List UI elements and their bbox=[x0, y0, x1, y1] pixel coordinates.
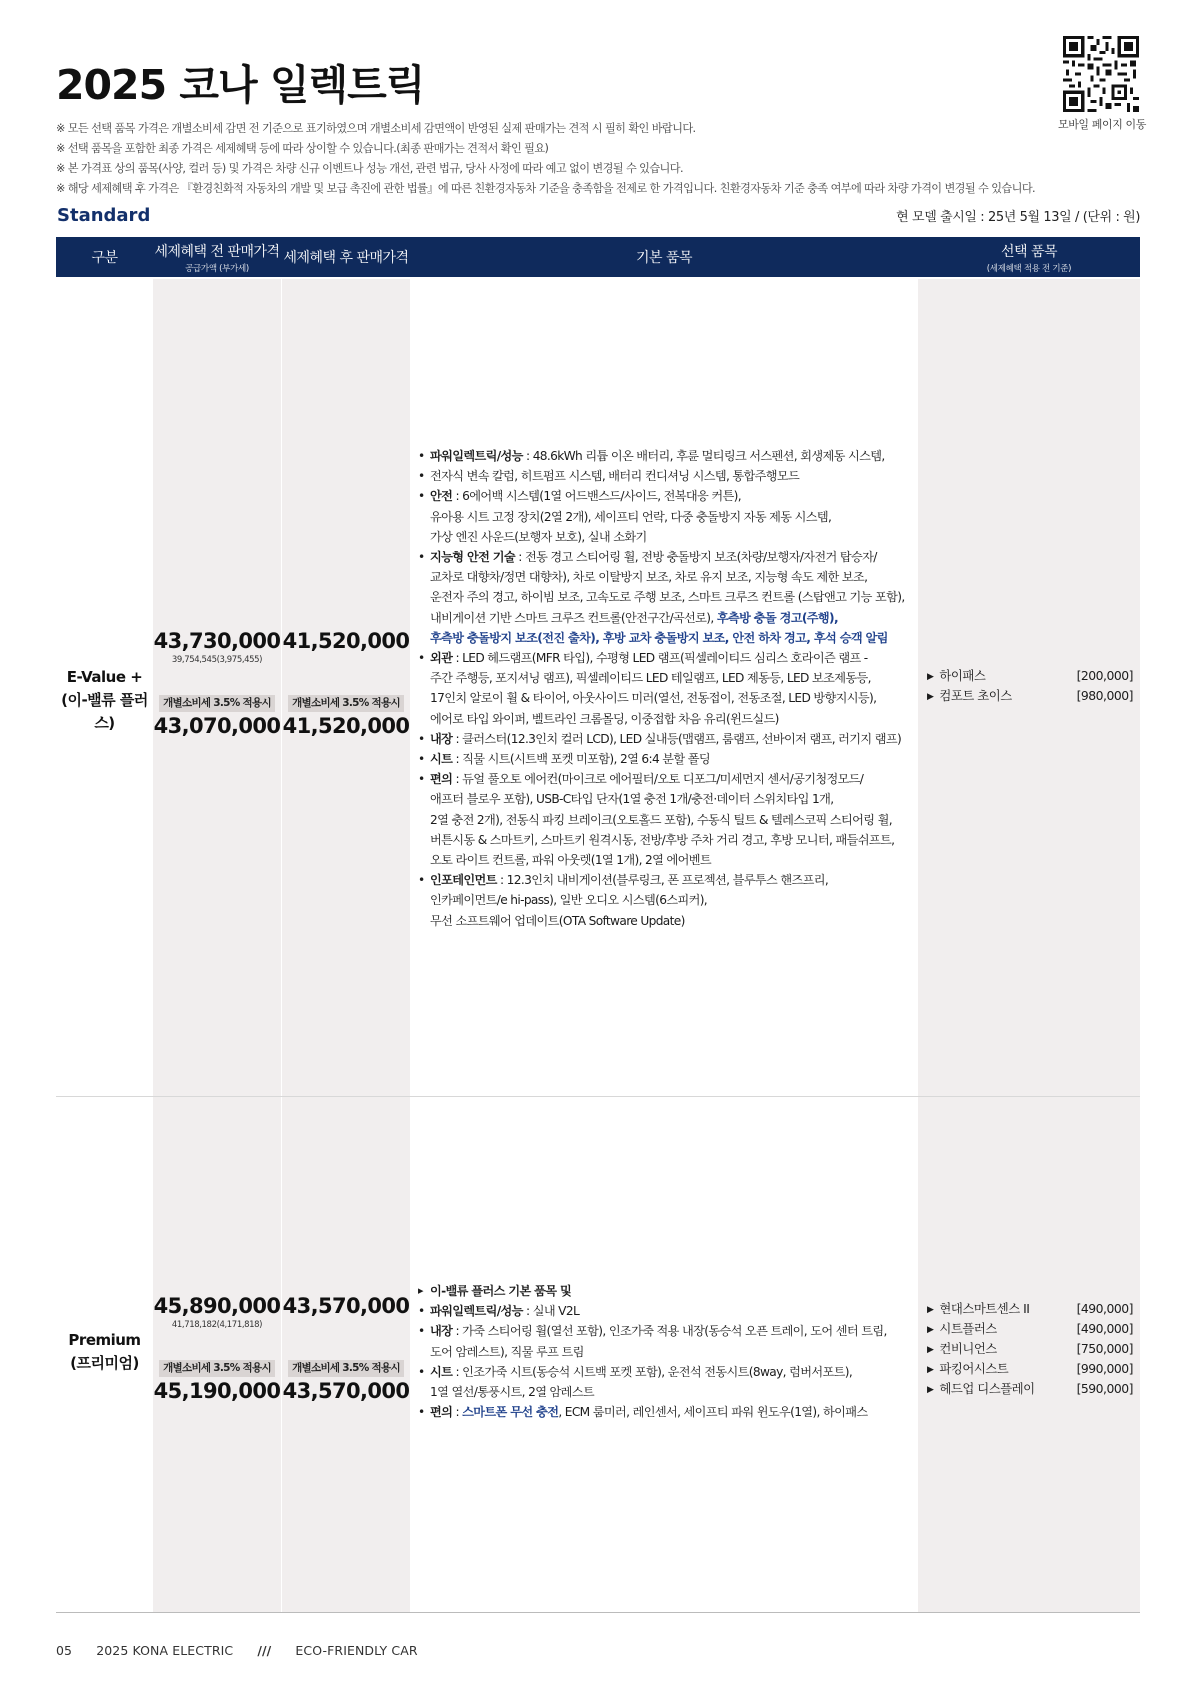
header-options-label: 선택 품목 bbox=[1000, 243, 1058, 260]
price-before-premium bbox=[153, 1294, 281, 1330]
options-evalue bbox=[927, 666, 1133, 706]
header-price-before bbox=[153, 237, 281, 277]
feature-label: 시트 bbox=[430, 752, 453, 767]
trim-name-evalue bbox=[56, 666, 153, 735]
feature-text: 2열 충전 2개), 전동식 파킹 브레이크(오토홀드 포함), 수동식 틸트 & 텔레스코픽 스티어링 휠, bbox=[430, 812, 892, 827]
feature-label: 인포테인먼트 bbox=[430, 873, 497, 888]
feature-text: : 듀얼 풀오토 에어컨(마이크로 에어필터/오토 디포그/미세먼지 센서/공기청정모드/ bbox=[452, 772, 864, 787]
feature-item-cont bbox=[418, 688, 918, 708]
supply-price: 39,754,545(3,975,455) bbox=[171, 655, 263, 665]
header-trim bbox=[56, 237, 153, 277]
feature-item-cont bbox=[418, 567, 918, 587]
feature-item-cont bbox=[418, 1382, 918, 1402]
price-value: 43,070,000 bbox=[153, 714, 281, 738]
option-name: 컨비니언스 bbox=[939, 1341, 997, 1356]
price-before-35-premium bbox=[153, 1379, 281, 1403]
option-name: 헤드업 디스플레이 bbox=[939, 1381, 1035, 1396]
feature-text: : bbox=[452, 1405, 463, 1420]
notice-list bbox=[56, 119, 1096, 199]
features-evalue bbox=[418, 446, 918, 931]
option-item[interactable] bbox=[927, 1359, 1133, 1379]
feature-text: 버튼시동 & 스마트키, 스마트키 원격시동, 전방/후방 주차 거리 경고, 후방 모니터, 패들쉬프트, bbox=[430, 832, 895, 847]
footer-divider: /// bbox=[257, 1643, 272, 1658]
feature-label: 이-밸류 플러스 기본 품목 및 bbox=[430, 1284, 572, 1298]
notice-item: ※ 모든 선택 품목 가격은 개별소비세 감면 전 기준으로 표기하였으며 개별소비세 감면액이 반영된 실제 판매가는 견적 시 필히 확인 바랍니다. bbox=[56, 122, 696, 135]
feature-text: : 가죽 스티어링 휠(열선 포함), 인조가죽 적용 내장(동승석 오픈 트레이, 도어 센터 트림, bbox=[452, 1324, 887, 1339]
feature-text: 오토 라이트 컨트롤, 파워 아웃렛(1열 1개), 2열 에어벤트 bbox=[430, 853, 712, 868]
footer-category: ECO-FRIENDLY CAR bbox=[295, 1643, 418, 1658]
feature-item-cont bbox=[418, 789, 918, 809]
feature-item bbox=[418, 446, 918, 466]
feature-item bbox=[418, 749, 918, 769]
section-title: Standard bbox=[57, 205, 151, 226]
feature-label: 시트 bbox=[430, 1364, 453, 1379]
header-options-sub: (세제혜택 적용 전 기준) bbox=[986, 263, 1072, 274]
feature-highlight: 후측방 충돌 경고(주행), bbox=[716, 610, 838, 625]
feature-text: : LED 헤드램프(MFR 타입), 수평형 LED 램프(픽셀레이티드 심리스 호라이즌 램프 - bbox=[452, 651, 868, 666]
feature-item bbox=[418, 1402, 918, 1422]
price-after-35-evalue bbox=[282, 714, 410, 738]
feature-text: 17인치 알로이 휠 & 타이어, 아웃사이드 미러(열선, 전동접이, 전동조절, LED 방향지시등), bbox=[430, 691, 877, 706]
price-before-35-evalue bbox=[153, 714, 281, 738]
qr-label: 모바일 페이지 이동 bbox=[1057, 118, 1146, 131]
option-price: [490,000] bbox=[1076, 1301, 1133, 1316]
feature-highlight: 후측방 충돌방지 보조(전진 출차), 후방 교차 충돌방지 보조, 안전 하차 경고, 후석 승객 알림 bbox=[430, 630, 888, 645]
price-value: 45,190,000 bbox=[153, 1379, 281, 1403]
feature-item-cont bbox=[418, 507, 918, 527]
feature-text: 내비게이션 기반 스마트 크루즈 컨트롤(안전구간/곡선로), bbox=[430, 610, 717, 625]
feature-text: : 48.6kWh 리튬 이온 배터리, 후륜 멀티링크 서스펜션, 회생제동 시스템, bbox=[522, 449, 885, 463]
feature-text: : 직물 시트(시트백 포켓 미포함), 2열 6:4 분할 폴딩 bbox=[452, 752, 711, 767]
feature-label: 안전 bbox=[430, 489, 453, 504]
feature-item bbox=[418, 769, 918, 789]
feature-item bbox=[418, 486, 918, 506]
option-price: [990,000] bbox=[1076, 1361, 1133, 1376]
feature-text: 교차로 대향차/정면 대향차), 차로 이탈방지 보조, 차로 유지 보조, 지능형 속도 제한 보조, bbox=[430, 570, 868, 585]
option-item[interactable] bbox=[927, 686, 1133, 706]
option-name: 파킹어시스트 bbox=[939, 1361, 1009, 1376]
feature-text: 무선 소프트웨어 업데이트(OTA Software Update) bbox=[430, 913, 685, 928]
feature-item-cont bbox=[418, 850, 918, 870]
option-price: [750,000] bbox=[1076, 1341, 1133, 1356]
option-price: [590,000] bbox=[1076, 1381, 1133, 1396]
header-trim-label: 구분 bbox=[91, 250, 118, 266]
feature-text: 가상 엔진 사운드(보행자 보호), 실내 소화기 bbox=[430, 529, 647, 544]
option-item[interactable] bbox=[927, 1299, 1133, 1319]
feature-item-cont bbox=[418, 527, 918, 547]
feature-text: 운전자 주의 경고, 하이빔 보조, 고속도로 주행 보조, 스마트 크루즈 컨트롤 (스탑앤고 기능 포함), bbox=[430, 590, 905, 605]
price-after-column bbox=[282, 279, 410, 1612]
triangle-icon: ▶ bbox=[927, 692, 934, 702]
option-price: [200,000] bbox=[1076, 668, 1133, 683]
table-header bbox=[56, 237, 1140, 277]
option-name: 현대스마트센스 II bbox=[939, 1301, 1030, 1316]
feature-label: 파워일렉트릭/성능 bbox=[430, 1304, 523, 1319]
options-premium bbox=[927, 1299, 1133, 1399]
price-after-evalue bbox=[282, 629, 410, 653]
tax-badge: 개별소비세 3.5% 적용시 bbox=[159, 1360, 275, 1377]
tax-badge: 개별소비세 3.5% 적용시 bbox=[288, 1360, 404, 1377]
feature-text: , ECM 룸미러, 레인센서, 세이프티 파워 윈도우(1열), 하이패스 bbox=[558, 1405, 868, 1420]
tax-badge: 개별소비세 3.5% 적용시 bbox=[288, 695, 404, 712]
header-price-before-label: 세제혜택 전 판매가격 bbox=[154, 243, 280, 260]
triangle-icon: ▶ bbox=[927, 1345, 934, 1355]
feature-label: 외관 bbox=[430, 651, 453, 666]
footer-model: 2025 KONA ELECTRIC bbox=[96, 1643, 234, 1658]
feature-item bbox=[418, 547, 918, 567]
triangle-icon: ▶ bbox=[927, 1385, 934, 1395]
feature-item bbox=[418, 648, 918, 668]
header-price-before-sub: 공급가액 (부가세) bbox=[185, 263, 249, 274]
feature-text: 1열 열선/통풍시트, 2열 암레스트 bbox=[430, 1385, 595, 1400]
price-value: 43,730,000 bbox=[153, 629, 281, 653]
triangle-icon: ▶ bbox=[927, 672, 934, 682]
tax-badge: 개별소비세 3.5% 적용시 bbox=[159, 695, 275, 712]
page-number: 05 bbox=[56, 1643, 73, 1658]
trim-name-line: E-Value + bbox=[66, 668, 143, 686]
notice-item: ※ 선택 품목을 포함한 최종 가격은 세제혜택 등에 따라 상이할 수 있습니다.(최종 판매가는 견적서 확인 필요) bbox=[56, 142, 549, 155]
option-name: 컴포트 초이스 bbox=[939, 688, 1012, 703]
feature-label: 지능형 안전 기술 bbox=[430, 550, 516, 565]
notice-item: ※ 해당 세제혜택 후 가격은 『환경친화적 자동차의 개발 및 보급 촉진에 관한 법률』에 따른 친환경자동차 기준을 충족함을 전제로 한 가격입니다. 친환경자동차 기준 충족 여부에 따라 차량 가격이 변경될 수 있습니다. bbox=[56, 182, 1035, 195]
feature-item-cont bbox=[418, 1342, 918, 1362]
price-value: 41,520,000 bbox=[282, 714, 410, 738]
notice-item: ※ 본 가격표 상의 품목(사양, 컬러 등) 및 가격은 차량 신규 이벤트나 성능 개선, 관련 법규, 당사 사정에 따라 예고 없이 변경될 수 있습니다. bbox=[56, 162, 683, 175]
price-value: 43,570,000 bbox=[282, 1379, 410, 1403]
feature-text: : 12.3인치 내비게이션(블루링크, 폰 프로젝션, 블루투스 핸즈프리, bbox=[496, 873, 829, 888]
options-column bbox=[918, 279, 1140, 1612]
feature-text: : 6에어백 시스템(1열 어드밴스드/사이드, 전복대응 커튼), bbox=[452, 489, 741, 504]
option-price: [490,000] bbox=[1076, 1321, 1133, 1336]
feature-item bbox=[418, 1301, 918, 1321]
feature-item bbox=[418, 870, 918, 890]
feature-label: 파워일렉트릭/성능 bbox=[430, 449, 523, 463]
feature-text: 애프터 블로우 포함), USB-C타입 단자(1열 충전 1개/충전·데이터 스위치타입 1개, bbox=[430, 792, 834, 807]
features-premium bbox=[418, 1281, 918, 1422]
option-name: 시트플러스 bbox=[939, 1321, 997, 1336]
price-before-evalue bbox=[153, 629, 281, 665]
triangle-icon: ▶ bbox=[927, 1365, 934, 1375]
feature-item-cont bbox=[418, 810, 918, 830]
price-value: 43,570,000 bbox=[282, 1294, 410, 1318]
qr-code-icon[interactable] bbox=[1063, 36, 1139, 112]
feature-item-cont bbox=[418, 628, 918, 648]
feature-text: : 실내 V2L bbox=[522, 1304, 580, 1319]
feature-item bbox=[418, 1281, 918, 1301]
header-options bbox=[918, 237, 1140, 277]
trim-name-line: (프리미엄) bbox=[70, 1354, 139, 1372]
trim-name-line: (이-밸류 플러스) bbox=[61, 691, 148, 732]
feature-label: 편의 bbox=[430, 1405, 453, 1420]
option-item[interactable] bbox=[927, 1379, 1133, 1399]
supply-price: 41,718,182(4,171,818) bbox=[171, 1320, 263, 1330]
option-item[interactable] bbox=[927, 666, 1133, 686]
feature-item bbox=[418, 1321, 918, 1341]
header-price-after bbox=[282, 237, 410, 277]
price-value: 41,520,000 bbox=[282, 629, 410, 653]
feature-item-cont bbox=[418, 668, 918, 688]
header-price-after-label: 세제혜택 후 판매가격 bbox=[283, 250, 409, 266]
feature-text: : 전동 경고 스티어링 휠, 전방 충돌방지 보조(차량/보행자/자전거 탑승자/ bbox=[515, 550, 877, 565]
feature-item bbox=[418, 1362, 918, 1382]
feature-highlight: 스마트폰 무선 충전 bbox=[462, 1405, 559, 1420]
feature-item-cont bbox=[418, 890, 918, 910]
feature-label: 내장 bbox=[430, 731, 453, 746]
feature-text: : 클러스터(12.3인치 컬러 LCD), LED 실내등(맵램프, 룸램프, 선바이저 램프, 러기지 램프) bbox=[452, 731, 902, 746]
feature-label: 내장 bbox=[430, 1324, 453, 1339]
price-value: 45,890,000 bbox=[153, 1294, 281, 1318]
feature-item-cont bbox=[418, 911, 918, 931]
table-bottom-line bbox=[56, 1612, 1140, 1613]
feature-text: 유아용 시트 고정 장치(2열 2개), 세이프티 언락, 다중 충돌방지 자동 제동 시스템, bbox=[430, 509, 832, 524]
price-after-premium bbox=[282, 1294, 410, 1318]
triangle-icon: ▶ bbox=[927, 1305, 934, 1315]
feature-text: : 인조가죽 시트(동승석 시트백 포켓 포함), 운전석 전동시트(8way, 럼버서포트), bbox=[452, 1364, 853, 1379]
trim-name-line: Premium bbox=[68, 1331, 141, 1349]
feature-item-cont bbox=[418, 709, 918, 729]
feature-label: 편의 bbox=[430, 772, 453, 787]
feature-text: 도어 암레스트), 직물 루프 트림 bbox=[430, 1344, 584, 1359]
header-features-label: 기본 품목 bbox=[635, 250, 693, 266]
row-divider bbox=[56, 1096, 1140, 1097]
feature-text: 전자식 변속 칼럼, 히트펌프 시스템, 배터리 컨디셔닝 시스템, 통합주행모드 bbox=[430, 469, 800, 484]
feature-item bbox=[418, 729, 918, 749]
page-footer bbox=[56, 1643, 438, 1658]
trim-name-premium bbox=[56, 1329, 153, 1375]
feature-item-cont bbox=[418, 830, 918, 850]
feature-item-cont bbox=[418, 608, 918, 628]
price-after-35-premium bbox=[282, 1379, 410, 1403]
option-name: 하이패스 bbox=[939, 668, 986, 683]
feature-text: 에어로 타입 와이퍼, 벨트라인 크롬몰딩, 이중접합 차음 유리(윈드실드) bbox=[430, 711, 779, 726]
option-price: [980,000] bbox=[1076, 688, 1133, 703]
feature-item-cont bbox=[418, 587, 918, 607]
price-before-column bbox=[153, 279, 281, 1612]
release-info: 현 모델 출시일 : 25년 5월 13일 / (단위 : 원) bbox=[896, 210, 1140, 225]
header-features bbox=[410, 237, 918, 277]
option-item[interactable] bbox=[927, 1319, 1133, 1339]
page-title: 2025 코나 일렉트릭 bbox=[56, 61, 425, 109]
feature-item-cont bbox=[418, 466, 918, 486]
triangle-icon: ▶ bbox=[927, 1325, 934, 1335]
option-item[interactable] bbox=[927, 1339, 1133, 1359]
feature-text: 주간 주행등, 포지셔닝 램프), 픽셀레이티드 LED 테일램프, LED 제동등, LED 보조제동등, bbox=[430, 671, 871, 686]
feature-text: 인카페이먼트/e hi-pass), 일반 오디오 시스템(6스피커), bbox=[430, 893, 708, 908]
